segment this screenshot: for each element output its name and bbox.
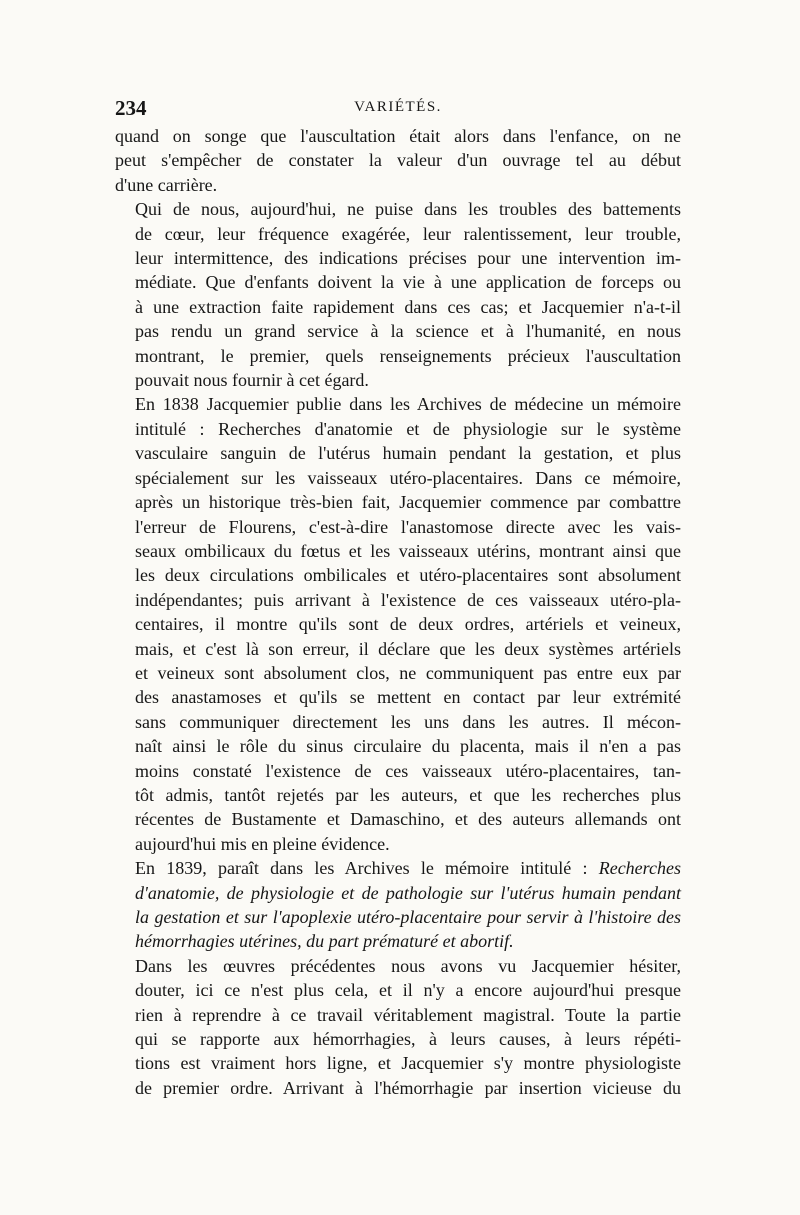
text-line: Qui de nous, aujourd'hui, ne puise dans les troubles des battements: [135, 199, 681, 220]
text-line: récentes de Bustamente et Damaschino, et des auteurs allemands ont: [135, 809, 681, 830]
page-number: 234: [115, 96, 147, 120]
text-line: pouvait nous fournir à cet égard.: [135, 370, 369, 391]
paragraph-3: [115, 392, 681, 856]
text-line: les deux circulations ombilicales et utéro-placentaires sont absolument: [135, 565, 681, 586]
text-line: des anastamoses et qu'ils se mettent en contact par leur extrémité: [135, 687, 681, 708]
text-line: aujourd'hui mis en pleine évidence.: [135, 833, 390, 854]
text-line: tions est vraiment hors ligne, et Jacquemier s'y montre physiologiste: [135, 1053, 681, 1074]
text-line: spécialement sur les vaisseaux utéro-placentaires. Dans ce mémoire,: [135, 467, 681, 488]
page-header: [115, 96, 681, 120]
italic-title: d'anatomie, de physiologie et de pathologie sur l'utérus humain pendant: [135, 882, 681, 903]
text-line: peut s'empêcher de constater la valeur d'un ouvrage tel au début: [115, 150, 681, 171]
text-line: l'erreur de Flourens, c'est-à-dire l'anastomose directe avec les vais-: [135, 516, 681, 537]
paragraph-4: [115, 856, 681, 954]
text-run: En 1839, paraît dans les Archives le mémoire intitulé :: [135, 858, 599, 879]
text-line: et veineux sont absolument clos, ne communiquent pas entre eux par: [135, 662, 681, 683]
italic-title: hémorrhagies utérines, du part prématuré et abortif.: [135, 931, 514, 952]
text-line: rien à reprendre à ce travail véritablement magistral. Toute la partie: [135, 1004, 681, 1025]
text-line: de cœur, leur fréquence exagérée, leur ralentissement, leur trouble,: [135, 223, 681, 244]
text-line: à une extraction faite rapidement dans ces cas; et Jacquemier n'a-t-il: [135, 296, 681, 317]
text-line: seaux ombilicaux du fœtus et les vaisseaux utérins, montrant ainsi que: [135, 540, 681, 561]
text-line: sans communiquer directement les uns dans les autres. Il mécon-: [135, 711, 681, 732]
text-line: naît ainsi le rôle du sinus circulaire du placenta, mais il n'en a pas: [135, 736, 681, 757]
paragraph-5: [115, 954, 681, 1100]
text-line: qui se rapporte aux hémorrhagies, à leurs causes, à leurs répéti-: [135, 1029, 681, 1050]
text-line: En 1838 Jacquemier publie dans les Archives de médecine un mémoire: [135, 394, 681, 415]
text-line: vasculaire sanguin de l'utérus humain pendant la gestation, et plus: [135, 443, 681, 464]
body-text: [115, 124, 681, 1100]
running-title: VARIÉTÉS.: [354, 99, 442, 115]
text-line: de premier ordre. Arrivant à l'hémorrhagie par insertion vicieuse du: [135, 1077, 681, 1098]
italic-title: la gestation et sur l'apoplexie utéro-placentaire pour servir à l'histoire des: [135, 907, 681, 927]
text-line: d'une carrière.: [115, 174, 218, 195]
text-line: pas rendu un grand service à la science et à l'humanité, en nous: [135, 321, 681, 342]
text-line: quand on songe que l'auscultation était alors dans l'enfance, on ne: [115, 126, 681, 146]
text-line: douter, ici ce n'est plus cela, et il n'y a encore aujourd'hui presque: [135, 980, 681, 1001]
text-line: moins constaté l'existence de ces vaisseaux utéro-placentaires, tan-: [135, 760, 681, 781]
text-line: montrant, le premier, quels renseignements précieux l'auscultation: [135, 345, 681, 366]
text-line: centaires, il montre qu'ils sont de deux ordres, artériels et veineux,: [135, 614, 681, 635]
text-line: médiate. Que d'enfants doivent la vie à une application de forceps ou: [135, 272, 681, 293]
text-line: intitulé : Recherches d'anatomie et de physiologie sur le système: [135, 418, 681, 439]
text-line: après un historique très-bien fait, Jacquemier commence par combattre: [135, 492, 681, 513]
text-line: indépendantes; puis arrivant à l'existence de ces vaisseaux utéro-pla-: [135, 589, 681, 610]
text-line: [115, 856, 681, 880]
text-line: tôt admis, tantôt rejetés par les auteurs, et que les recherches plus: [135, 784, 681, 805]
paragraph-1: [115, 124, 681, 197]
paragraph-2: [115, 197, 681, 392]
italic-title: Recherches: [598, 858, 681, 879]
text-line: mais, et c'est là son erreur, il déclare que les deux systèmes artériels: [135, 638, 681, 659]
text-line: Dans les œuvres précédentes nous avons vu Jacquemier hésiter,: [135, 955, 681, 976]
text-line: leur intermittence, des indications précises pour une intervention im-: [135, 248, 681, 269]
